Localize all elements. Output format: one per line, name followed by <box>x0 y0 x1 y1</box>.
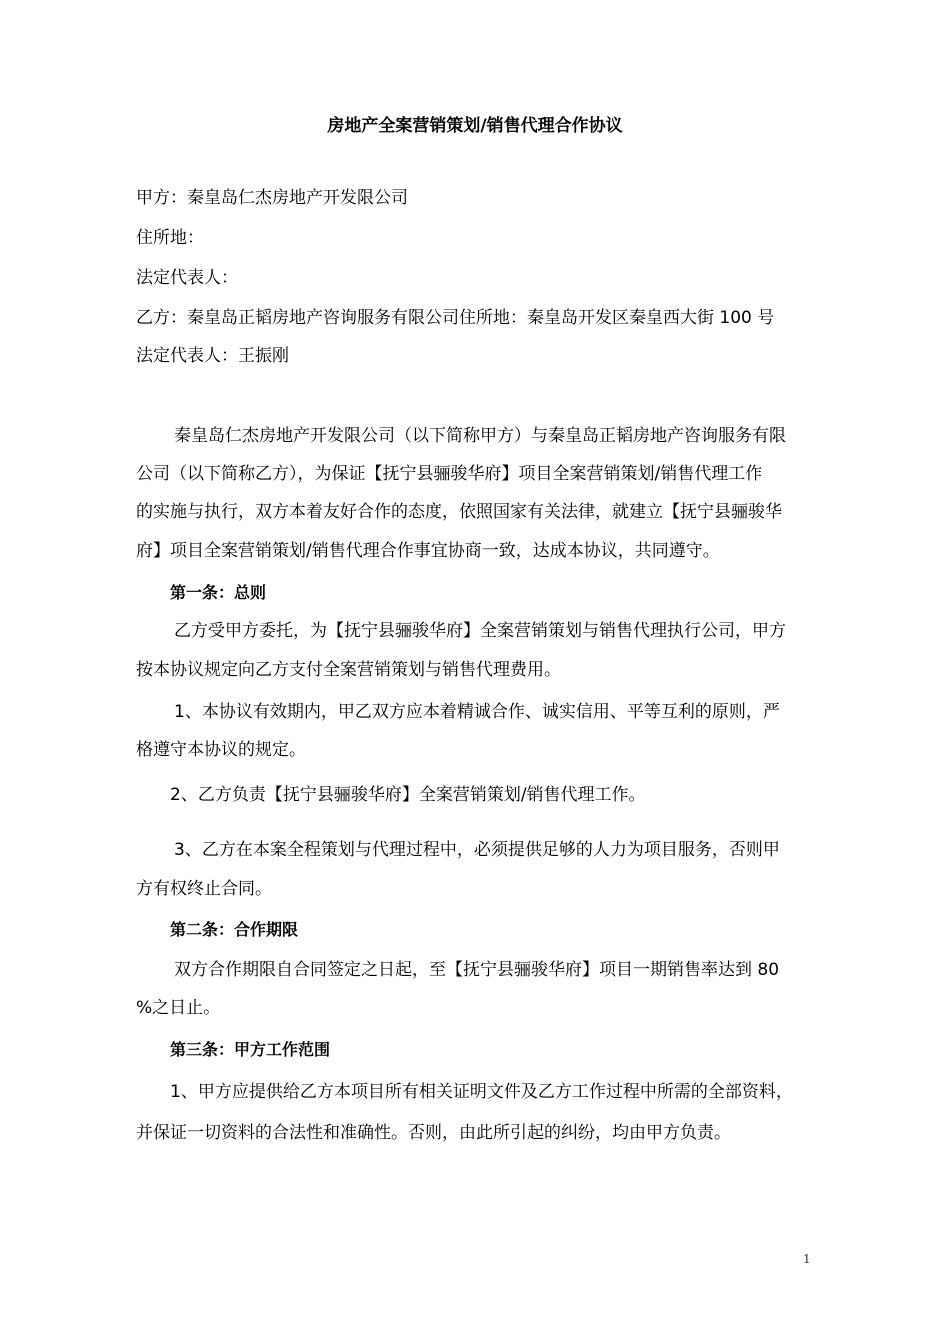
article1-intro-line: 按本协议规定向乙方支付全案营销策划与销售代理费用。 <box>136 660 561 680</box>
page-number: 1 <box>803 1252 811 1266</box>
party-b-representative: 法定代表人：王振刚 <box>136 346 289 366</box>
preamble-line: 的实施与执行，双方本着友好合作的态度，依照国家有关法律，就建立【抚宁县骊骏华 <box>136 502 782 522</box>
article1-clause1-line: 格遵守本协议的规定。 <box>136 740 306 760</box>
article1-clause2: 2、乙方负责【抚宁县骊骏华府】全案营销策划/销售代理工作。 <box>170 785 646 805</box>
article2-text-line: 双方合作期限自合同签定之日起，至【抚宁县骊骏华府】项目一期销售率达到 80 <box>174 960 780 980</box>
article2-heading: 第二条：合作期限 <box>170 920 299 939</box>
preamble-line: 公司（以下简称乙方），为保证【抚宁县骊骏华府】项目全案营销策划/销售代理工作 <box>136 464 763 484</box>
party-a-address: 住所地： <box>136 228 204 248</box>
preamble-line: 秦皇岛仁杰房地产开发限公司（以下简称甲方）与秦皇岛正韬房地产咨询服务有限 <box>174 426 786 446</box>
article1-clause3-line: 3、乙方在本案全程策划与代理过程中，必须提供足够的人力为项目服务，否则甲 <box>174 840 780 860</box>
article2-text-line: %之日止。 <box>136 998 221 1018</box>
article1-intro-line: 乙方受甲方委托，为【抚宁县骊骏华府】全案营销策划与销售代理执行公司，甲方 <box>174 621 786 641</box>
article3-heading: 第三条：甲方工作范围 <box>170 1040 331 1059</box>
article3-clause1-line: 并保证一切资料的合法性和准确性。否则，由此所引起的纠纷，均由甲方负责。 <box>136 1123 731 1143</box>
article3-clause1-line: 1、甲方应提供给乙方本项目所有相关证明文件及乙方工作过程中所需的全部资料， <box>170 1082 793 1102</box>
document-title: 房地产全案营销策划/销售代理合作协议 <box>327 116 623 136</box>
party-a-name: 甲方：秦皇岛仁杰房地产开发限公司 <box>136 188 408 208</box>
party-b-name-address: 乙方：秦皇岛正韬房地产咨询服务有限公司住所地：秦皇岛开发区秦皇西大街 100 号 <box>136 308 775 328</box>
article1-clause1-line: 1、本协议有效期内，甲乙双方应本着精诚合作、诚实信用、平等互利的原则，严 <box>174 702 780 722</box>
article1-clause3-line: 方有权终止合同。 <box>136 879 272 899</box>
article1-heading: 第一条：总则 <box>170 583 267 602</box>
preamble-line: 府】项目全案营销策划/销售代理合作事宜协商一致，达成本协议，共同遵守。 <box>136 541 720 561</box>
party-a-representative: 法定代表人： <box>136 268 238 288</box>
